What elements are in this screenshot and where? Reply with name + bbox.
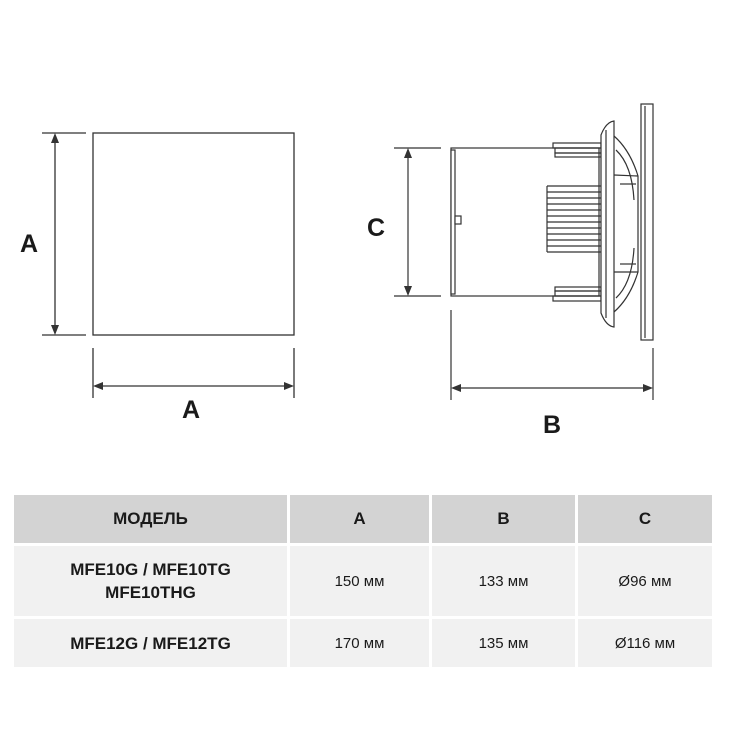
side-diameter-arrow-top: [404, 148, 412, 158]
front-height-arrow-bottom: [51, 325, 59, 335]
side-diameter-arrow-bottom: [404, 286, 412, 296]
header-b: B: [431, 494, 577, 545]
side-view: [394, 104, 653, 400]
front-panel: [93, 133, 294, 335]
value-b: 135 мм: [431, 618, 577, 669]
front-height-label: A: [20, 230, 39, 258]
side-depth-label: B: [543, 411, 562, 439]
front-height-arrow-top: [51, 133, 59, 143]
front-width-arrow-right: [284, 382, 294, 390]
spigot-latch: [455, 216, 461, 224]
front-view: [42, 133, 294, 398]
table-row: [13, 618, 714, 669]
value-c: Ø96 мм: [577, 545, 714, 618]
model-cell: [13, 618, 289, 669]
header-c: C: [577, 494, 714, 545]
front-width-arrow-left: [93, 382, 103, 390]
model-name: MFE12G / MFE12TG: [70, 633, 231, 653]
impeller-housing: [601, 121, 638, 327]
model-name: MFE10G / MFE10TG: [70, 560, 231, 579]
side-depth-arrow-left: [451, 384, 461, 392]
header-a: A: [289, 494, 431, 545]
table-header-row: [13, 494, 714, 545]
side-front-panel: [641, 104, 653, 340]
model-name: MFE10THG: [105, 583, 196, 602]
specs-table: [11, 492, 715, 670]
side-depth-arrow-right: [643, 384, 653, 392]
value-c: Ø116 мм: [577, 618, 714, 669]
value-a: 170 мм: [289, 618, 431, 669]
value-b: 133 мм: [431, 545, 577, 618]
front-width-label: A: [182, 396, 201, 424]
value-a: 150 мм: [289, 545, 431, 618]
header-model: МОДЕЛЬ: [13, 494, 289, 545]
table-row: [13, 545, 714, 618]
side-diameter-label: C: [367, 214, 386, 242]
model-cell: [13, 545, 289, 618]
